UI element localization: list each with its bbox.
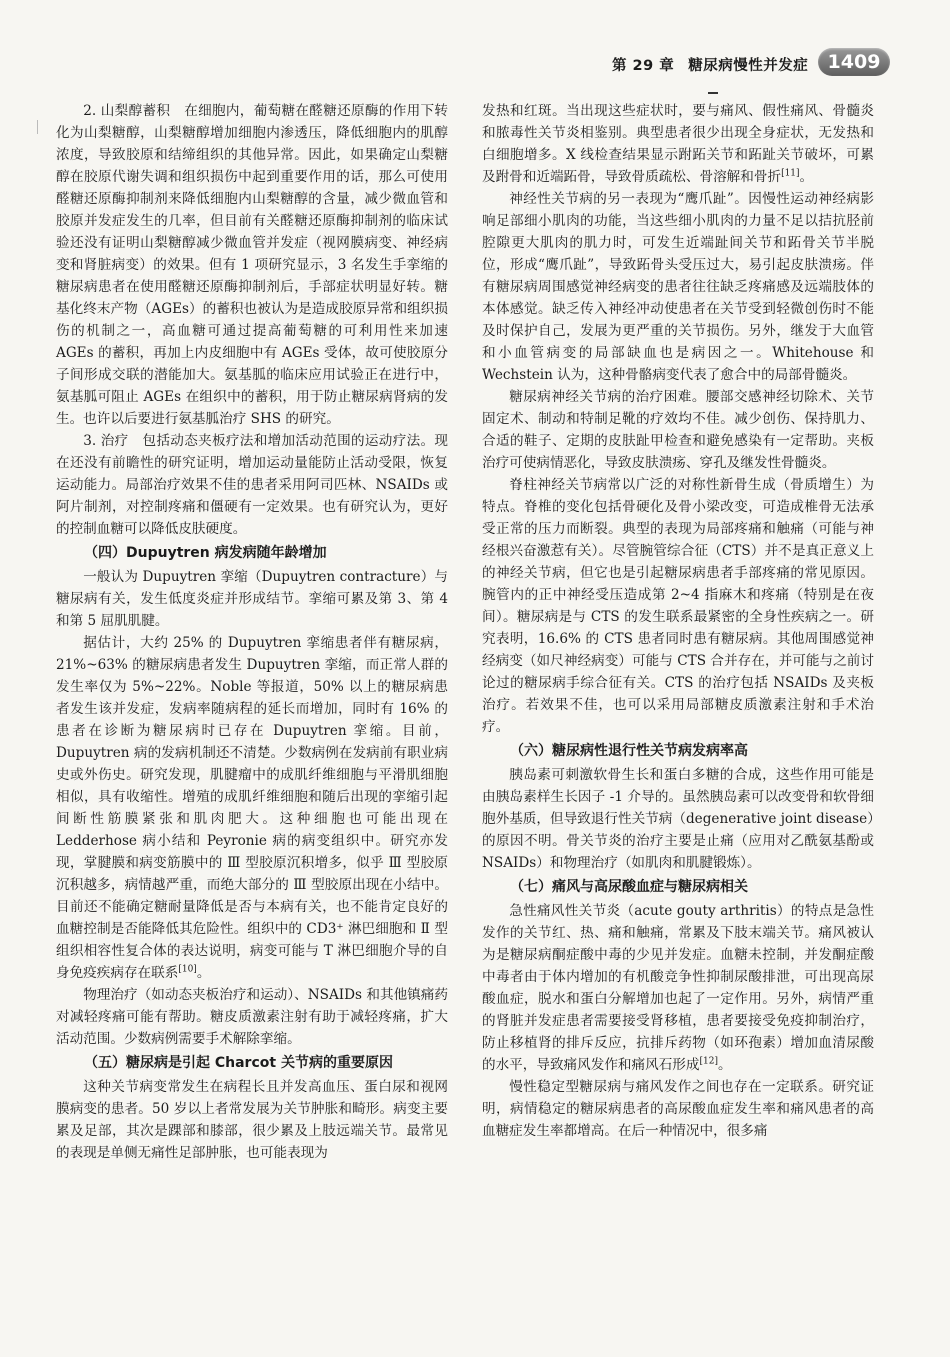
- paragraph-text: 发热和红斑。当出现这些症状时，要与痛风、假性痛风、骨髓炎和脓毒性关节炎相鉴别。典型患者很少出现全身症状，无发热和白细胞增多。X 线检查结果显示跗跖关节和跖趾关节破坏，可累及跗骨和近端跖骨，导致骨质疏松、骨溶解和骨折: [482, 103, 874, 185]
- citation-ref: [11]: [781, 168, 800, 179]
- paragraph: 这种关节病变常发生在病程长且并发高血压、蛋白尿和视网膜病变的患者。50 岁以上者常发展为关节肿胀和畸形。病变主要累及足部，其次是踝部和膝部，很少累及上肢远端关节。最常见的表现是单侧无痛性足部肿胀，也可能表现为: [56, 1079, 448, 1161]
- paragraph: 2. 山梨醇蓄积 在细胞内，葡萄糖在醛糖还原酶的作用下转化为山梨糖醇，山梨糖醇增加细胞内渗透压，降低细胞内的肌醇浓度，导致胶原和结缔组织的其他异常。因此，如果确定山梨糖醇在胶原代谢失调和组织损伤中起到重要作用的话，那么可使用醛糖还原酶抑制剂来降低细胞内山梨糖醇的含量，减少微血管和胶原并发症发生的几率，但目前有关醛糖还原酶抑制剂的临床试验还没有证明山梨糖醇减少微血管并发症（视网膜病变、神经病变和肾脏病变）的效果。但有 1 项研究显示，3 名发生手挛缩的糖尿病患者在使用醛糖还原酶抑制剂后，手部症状明显好转。糖基化终末产物（AGEs）的蓄积也被认为是造成胶原异常和组织损伤的机制之一，高血糖可通过提高葡萄糖的可利用性来加速 AGEs 的蓄积，再加上内皮细胞中有 AGEs 受体，故可使胶原分子间形成交联的潜能加大。氨基胍的临床应用试验正在进行中，氨基胍可阻止 AGEs 在组织中的蓄积，用于防止糖尿病肾病的发生。也许以后要进行氨基胍治疗 SHS 的研究。: [56, 103, 448, 427]
- paragraph-text: 据估计，大约 25% 的 Dupuytren 挛缩患者伴有糖尿病，21%~63% 的糖尿病患者发生 Dupuytren 挛缩，而正常人群的发生率仅为 5%~22%。Noble 等报道，50% 以上的糖尿病患者发生该并发症，发病率随病程的延长而增加，同时有 16% 的患者在诊断为糖尿病时已存在 Dupuytren 挛缩。目前，Dupuytren 病的发病机制还不清楚。少数病例在发病前有职业病史或外伤史。研究发现，肌腱瘤中的成肌纤维细胞与平滑肌细胞相似，具有收缩性。增殖的成肌纤维细胞和随后出现的挛缩引起间断性筋膜紧张和肌肉肥大。这种细胞也可能出现在 Ledderhose 病小结和 Peyronie 病的病变组织中。研究亦发现，掌腱膜和病变筋膜中的 Ⅲ 型胶原沉积增多，似乎 Ⅲ 型胶原沉积越多，病情越严重，而绝大部分的 Ⅲ 型胶原出现在小结中。目前还不能确定糖耐量降低是否与本病有关，也不能肯定良好的血糖控制是否能降低其危险性。组织中的 CD3⁺ 淋巴细胞和 Ⅱ 型组织相容性复合体的表达说明，病变可能与 T 淋巴细胞介导的自身免疫疾病存在联系: [56, 635, 448, 981]
- paragraph: 胰岛素可刺激软骨生长和蛋白多糖的合成，这些作用可能是由胰岛素样生长因子 -1 介导的。虽然胰岛素可以改变骨和软骨细胞外基质，但导致退行性关节病（degenerative joint disease）的原因不明。骨关节炎的治疗主要是止痛（应用对乙酰氨基酚或 NSAIDs）和物理治疗（如肌肉和肌腱锻炼）。: [482, 767, 874, 871]
- paragraph-end: 。: [717, 1057, 732, 1073]
- section-heading: （七）痛风与高尿酸血症与糖尿病相关: [510, 879, 748, 895]
- paragraph: [56, 632, 448, 984]
- margin-mark: [37, 120, 38, 134]
- right-column: [482, 100, 874, 1142]
- paragraph: [482, 900, 874, 1076]
- paragraph: [482, 100, 874, 188]
- paragraph: 脊柱神经关节病常以广泛的对称性新骨生成（骨质增生）为特点。脊椎的变化包括骨硬化及骨小梁改变，可造成椎骨无法承受正常的压力而断裂。典型的表现为局部疼痛和触痛（可能与神经根兴奋激惹有关）。尽管腕管综合征（CTS）并不是真正意义上的神经关节病，但它也是引起糖尿病患者手部疼痛的常见原因。腕管内的正中神经受压造成第 2~4 指麻木和疼痛（特别是在夜间）。糖尿病是与 CTS 的发生联系最紧密的全身性疾病之一。研究表明，16.6% 的 CTS 患者同时患有糖尿病。其他周围感觉神经病变（如尺神经病变）可能与 CTS 合并存在，并可能与之前讨论过的糖尿病手综合征有关。CTS 的治疗包括 NSAIDs 及夹板治疗。若效果不佳，也可以采用局部糖皮质激素注射和手术治疗。: [482, 477, 874, 735]
- chapter-heading: [612, 54, 808, 75]
- left-column: [56, 100, 448, 1164]
- chapter-title: 糖尿病慢性并发症: [688, 58, 809, 74]
- paragraph: 糖尿病神经关节病的治疗困难。腰部交感神经切除术、关节固定术、制动和特制足靴的疗效均不佳。减少创伤、保持肌力、合适的鞋子、定期的皮肤趾甲检查和避免感染有一定帮助。夹板治疗可使病情恶化，导致皮肤溃疡、穿孔及继发性骨髓炎。: [482, 389, 874, 471]
- paragraph-end: 。: [799, 169, 814, 185]
- page-header: [0, 44, 950, 88]
- page-number-badge: 1409: [818, 48, 890, 76]
- paragraph: 神经性关节病的另一表现为“鹰爪趾”。因慢性运动神经病影响足部细小肌肉的功能，当这些细小肌肉的力量不足以拮抗胫前腔隙更大肌肉的肌力时，可发生近端趾间关节和跖骨关节半脱位，形成“鹰爪趾”，导致跖骨头受压过大，易引起皮肤溃疡。伴有糖尿病周围感觉神经病变的患者往往缺乏疼痛感及远端肢体的本体感觉。缺乏传入神经冲动使患者在关节受到轻微创伤时不能及时保护自己，发展为更严重的关节损伤。另外，继发于大血管和小血管病变的局部缺血也是病因之一。Whitehouse 和 Wechstein 认为，这种骨骼病变代表了愈合中的局部骨髓炎。: [482, 191, 874, 383]
- section-heading: （六）糖尿病性退行性关节病发病率高: [510, 743, 748, 759]
- citation-ref: [10]: [178, 964, 197, 975]
- paragraph: 一般认为 Dupuytren 挛缩（Dupuytren contracture）与糖尿病有关，发生低度炎症并形成结节。挛缩可累及第 3、第 4 和第 5 屈肌肌腱。: [56, 569, 448, 629]
- paragraph: 3. 治疗 包括动态夹板疗法和增加活动范围的运动疗法。现在还没有前瞻性的研究证明，增加运动量能防止活动受限，恢复运动能力。局部治疗效果不佳的患者采用阿司匹林、NSAIDs 或阿片制剂，对控制疼痛和僵硬有一定效果。也有研究认为，更好的控制血糖可以降低皮肤硬度。: [56, 433, 448, 537]
- section-heading: （四）Dupuytren 病发病随年龄增加: [84, 545, 327, 561]
- paragraph-end: 。: [196, 965, 211, 981]
- paragraph: 物理治疗（如动态夹板治疗和运动）、NSAIDs 和其他镇痛药对减轻疼痛可能有帮助。糖皮质激素注射有助于减轻疼痛，扩大活动范围。少数病例需要手术解除挛缩。: [56, 987, 448, 1047]
- print-mark: [708, 92, 718, 94]
- paragraph-text: 急性痛风性关节炎（acute gouty arthritis）的特点是急性发作的关节红、热、痛和触痛，常累及下肢末端关节。痛风被认为是糖尿病酮症酸中毒的少见并发症。血糖未控制，并发酮症酸中毒者由于体内增加的有机酸竞争性抑制尿酸排泄，可出现高尿酸血症，脱水和蛋白分解增加也起了一定作用。另外，病情严重的肾脏并发症患者需要接受肾移植，患者要接受免疫抑制治疗，防止移植肾的排斥反应，抗排斥药物（如环孢素）增加血清尿酸的水平，导致痛风发作和痛风石形成: [482, 903, 874, 1073]
- citation-ref: [12]: [699, 1056, 718, 1067]
- chapter-number: 第 29 章: [612, 58, 675, 74]
- paragraph: 慢性稳定型糖尿病与痛风发作之间也存在一定联系。研究证明，病情稳定的糖尿病患者的高尿酸血症发生率和痛风患者的高血糖症发生率都增高。在后一种情况中，很多痛: [482, 1079, 874, 1139]
- section-heading: （五）糖尿病是引起 Charcot 关节病的重要原因: [84, 1055, 393, 1071]
